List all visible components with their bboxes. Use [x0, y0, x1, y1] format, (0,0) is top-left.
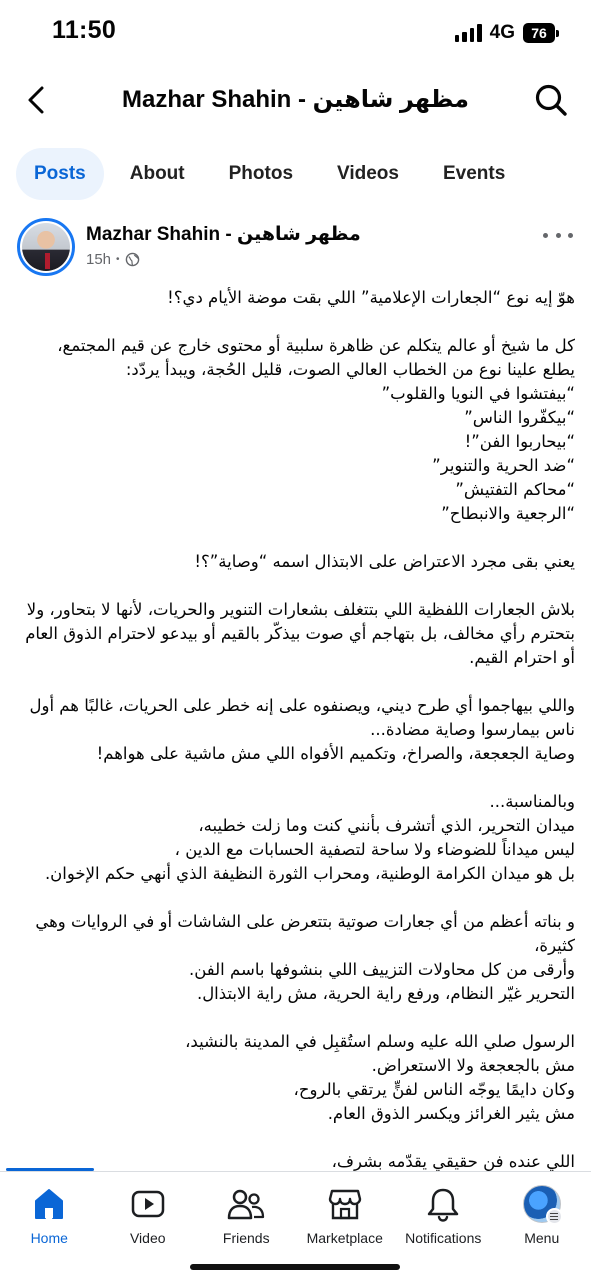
post-paragraph [20, 334, 575, 526]
nav-video-label: Video [129, 1230, 166, 1246]
search-icon [534, 83, 568, 117]
profile-tabs [16, 148, 531, 200]
post-line: بل هو ميدان الكرامة الوطنية، ومحراب الثورة النظيفة الذي أنهي حكم الإخوان. [44, 864, 575, 883]
nav-video[interactable] [99, 1172, 198, 1251]
post-line: ليس ميداناً للضوضاء ولا ساحة لتصفية الحسابات مع الدين ، [174, 840, 575, 859]
marketplace-icon [327, 1186, 363, 1222]
tab-posts[interactable]: Posts [16, 148, 104, 200]
profile-avatar-icon [523, 1185, 561, 1223]
author-avatar[interactable] [17, 218, 75, 276]
bell-icon [426, 1186, 460, 1222]
nav-marketplace-label: Marketplace [306, 1230, 383, 1246]
post-line: يعني بقى مجرد الاعتراض على الابتذال اسمه “وصاية”؟! [194, 552, 575, 571]
nav-menu[interactable] [493, 1172, 591, 1251]
nav-home[interactable] [0, 1172, 99, 1251]
friends-icon [227, 1186, 265, 1222]
menu-icon [546, 1208, 563, 1225]
post-line: “بيفتشوا في النويا والقلوب” [381, 384, 575, 403]
nav-home-label: Home [30, 1230, 68, 1246]
post-paragraph [20, 910, 575, 1006]
post-line: وكان دايمًا يوجّه الناس لفنٍّ يرتقي بالروح، [293, 1080, 575, 1099]
status-time: 11:50 [52, 16, 117, 44]
post-line: “بيكفّروا الناس” [464, 408, 575, 427]
home-icon [31, 1186, 67, 1222]
cellular-signal-icon [455, 24, 482, 42]
nav-friends-label: Friends [222, 1230, 270, 1246]
post-line: “ضد الحرية والتنوير” [432, 456, 575, 475]
nav-notifications[interactable] [394, 1172, 493, 1251]
author-name[interactable]: Mazhar Shahin - مظهر شاهين [86, 224, 361, 245]
post-paragraph [20, 598, 575, 670]
bottom-navigation [0, 1171, 591, 1251]
back-button[interactable] [16, 80, 56, 120]
post-line: وبالمناسبة... [489, 792, 575, 811]
video-icon [130, 1186, 166, 1222]
post-text [20, 286, 575, 1171]
battery-icon [523, 23, 559, 43]
post-paragraph [20, 694, 575, 766]
tab-about[interactable]: About [129, 163, 185, 184]
post-line: و بناته أعظم من أي جعارات صوتية بتتعرض على الشاشات أو في الروايات وهي كثيرة، [35, 912, 575, 955]
post-line: الرسول صلي الله عليه وسلم استُقبِل في المدينة بالنشيد، [185, 1032, 575, 1051]
post-paragraph [20, 550, 575, 574]
post-line: هوّ إيه نوع “الجعارات الإعلامية” اللي بقت موضة الأيام دي؟! [167, 288, 575, 307]
page-title: Mazhar Shahin - مظهر شاهين [121, 86, 469, 113]
post-header [0, 215, 591, 279]
post-line: كل ما شيخ أو عالم يتكلم عن ظاهرة سلبية أو محتوى خارج عن قيم المجتمع، يطلع علينا نوع من الخطاب العالي الصوت، قليل الحُجة، ويبدأ يردّد: [57, 336, 575, 379]
post-line: وصاية الجعجعة، والصراخ، وتكميم الأفواه اللي مش ماشية على هواهم! [96, 744, 575, 763]
post-meta [86, 251, 140, 268]
post-paragraph [20, 286, 575, 310]
post-line: وأرقى من كل محاولات التزييف اللي بنشوفها باسم الفن. [189, 960, 575, 979]
battery-level: 76 [523, 23, 555, 43]
nav-menu-label: Menu [524, 1230, 560, 1246]
post-line: ميدان التحرير، الذي أتشرف بأنني كنت وما زلت خطيبه، [198, 816, 575, 835]
meta-separator: • [116, 254, 120, 265]
post-line: “الرجعية والانبطاح” [441, 504, 575, 523]
post-paragraph [20, 1030, 575, 1126]
status-indicators [455, 22, 559, 44]
post-line: “محاكم التفتيش” [455, 480, 575, 499]
post-line: مش بالجعجعة ولا الاستعراض. [371, 1056, 575, 1075]
post-paragraph [20, 790, 575, 886]
post-line: واللي بيهاجموا أي طرح ديني، ويصنفوه على إنه خطر على الحريات، غالبًا هم أول ناس بيمارسوا وصاية مضادة... [29, 696, 575, 739]
post-line: التحرير غيّر النظام، ورفع راية الحرية، مش راية الابتذال. [196, 984, 575, 1003]
tab-photos[interactable]: Photos [228, 163, 294, 184]
nav-friends[interactable] [197, 1172, 296, 1251]
post-line: اللي عنده فن حقيقي يقدّمه بشرف، [331, 1152, 575, 1171]
nav-marketplace[interactable] [296, 1172, 395, 1251]
globe-icon [125, 252, 140, 267]
nav-notifications-label: Notifications [405, 1230, 482, 1246]
home-indicator [190, 1264, 400, 1270]
post-line: مش يثير الغرائز ويكسر الذوق العام. [327, 1104, 575, 1123]
status-bar [0, 0, 591, 64]
post-time[interactable]: 15h [86, 251, 112, 268]
post-line: “بيحاربوا الفن”! [464, 432, 575, 451]
post-line: بلاش الجعارات اللفظية اللي بتتغلف بشعارات التنوير والحريات، لأنها لا بتحاور، ولا بتحترم رأي مخالف، بل بتهاجم أي صوت بيذكّر بالقيم أو بيدعو لاحترام الذوق العام أو احترام القيم. [25, 600, 575, 667]
chevron-left-icon [25, 85, 47, 115]
tab-events[interactable]: Events [442, 163, 506, 184]
tab-videos[interactable]: Videos [337, 163, 399, 184]
page-header [0, 70, 591, 130]
search-button[interactable] [531, 80, 571, 120]
more-options-button[interactable] [543, 225, 573, 245]
network-type: 4G [489, 22, 515, 43]
